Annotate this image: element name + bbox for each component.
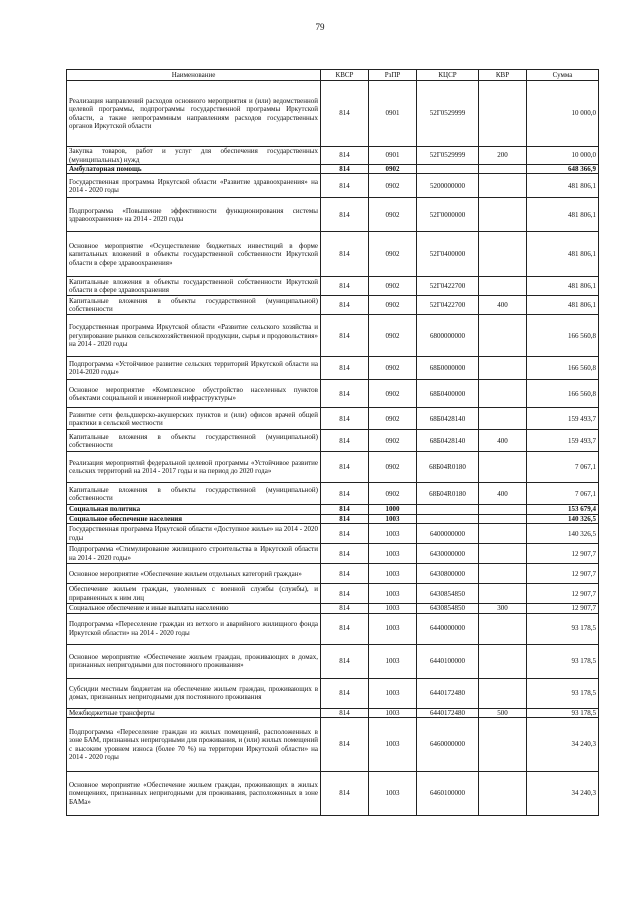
cell-kvr: [479, 408, 527, 430]
cell-rzpr: 0902: [369, 315, 417, 357]
cell-kcsr: 6400000000: [417, 524, 479, 544]
cell-name: Основное мероприятие «Обеспечение жильем граждан, проживающих в жилых помещениях, признанных непригодными для проживания, расположенных в зоне БАМа»: [67, 772, 321, 816]
cell-kvsr: 814: [321, 564, 369, 584]
cell-kvsr: 814: [321, 514, 369, 523]
cell-rzpr: 0902: [369, 165, 417, 174]
cell-kvsr: 814: [321, 544, 369, 564]
cell-kcsr: 6460100000: [417, 772, 479, 816]
cell-kvr: [479, 380, 527, 408]
table-row: [67, 198, 599, 232]
table-row: [67, 644, 599, 678]
cell-name: Государственная программа Иркутской области «Доступное жилье» на 2014 - 2020 годы: [67, 524, 321, 544]
cell-kcsr: 52Г0000000: [417, 198, 479, 232]
cell-kvr: [479, 165, 527, 174]
cell-rzpr: 1003: [369, 564, 417, 584]
cell-kvsr: 814: [321, 198, 369, 232]
cell-kvr: 200: [479, 147, 527, 165]
cell-name: Основное мероприятие «Обеспечение жильем отдельных категорий граждан»: [67, 564, 321, 584]
cell-name: Обеспечение жильем граждан, уволенных с военной службы (службы), и приравненных к ним лиц: [67, 584, 321, 604]
cell-sum: 481 806,1: [527, 296, 599, 315]
cell-kvr: [479, 584, 527, 604]
table-header-row: [67, 70, 599, 81]
cell-rzpr: 1003: [369, 544, 417, 564]
cell-name: Подпрограмма «Переселение граждан из ветхого и аварийного жилищного фонда Иркутской области» на 2014 - 2020 годы: [67, 613, 321, 644]
header-rzpr: РзПР: [369, 70, 417, 81]
cell-kcsr: [417, 165, 479, 174]
cell-kvsr: 814: [321, 380, 369, 408]
cell-rzpr: 1003: [369, 678, 417, 708]
cell-kvsr: 814: [321, 772, 369, 816]
cell-name: Закупка товаров, работ и услуг для обеспечения государственных (муниципальных) нужд: [67, 147, 321, 165]
cell-kcsr: 6440172480: [417, 678, 479, 708]
cell-rzpr: 0902: [369, 380, 417, 408]
cell-kvr: 300: [479, 604, 527, 613]
cell-rzpr: 1003: [369, 514, 417, 523]
cell-kvsr: 814: [321, 452, 369, 483]
cell-kvr: [479, 232, 527, 277]
cell-sum: 34 240,3: [527, 718, 599, 772]
budget-table: [66, 69, 599, 816]
cell-sum: 12 907,7: [527, 564, 599, 584]
table-row: [67, 708, 599, 717]
cell-kvr: [479, 198, 527, 232]
cell-rzpr: 1000: [369, 505, 417, 514]
cell-rzpr: 0902: [369, 430, 417, 452]
table-row: [67, 277, 599, 296]
table-row: [67, 452, 599, 483]
cell-rzpr: 0902: [369, 174, 417, 198]
cell-kvsr: 814: [321, 296, 369, 315]
cell-kvr: [479, 718, 527, 772]
cell-kvsr: 814: [321, 678, 369, 708]
cell-kcsr: 5200000000: [417, 174, 479, 198]
cell-kvsr: 814: [321, 718, 369, 772]
cell-rzpr: 1003: [369, 584, 417, 604]
table-row: [67, 718, 599, 772]
table-row: [67, 678, 599, 708]
cell-kvsr: 814: [321, 483, 369, 505]
cell-sum: 481 806,1: [527, 198, 599, 232]
cell-kvsr: 814: [321, 708, 369, 717]
cell-kcsr: 68Б04R0180: [417, 483, 479, 505]
cell-name: Основное мероприятие «Осуществление бюджетных инвестиций в форме капитальных вложений в объекты государственной собственности Иркутской области в сфере здравоохранения»: [67, 232, 321, 277]
cell-sum: 140 326,5: [527, 524, 599, 544]
cell-kvsr: 814: [321, 165, 369, 174]
cell-sum: 93 178,5: [527, 678, 599, 708]
cell-rzpr: 0902: [369, 277, 417, 296]
cell-sum: 159 493,7: [527, 430, 599, 452]
cell-sum: 93 178,5: [527, 613, 599, 644]
cell-kvsr: 814: [321, 613, 369, 644]
cell-kvr: [479, 564, 527, 584]
cell-kcsr: 6440000000: [417, 613, 479, 644]
table-row: [67, 564, 599, 584]
cell-kvr: 400: [479, 430, 527, 452]
cell-kvr: [479, 505, 527, 514]
cell-rzpr: 1003: [369, 524, 417, 544]
cell-kvr: [479, 772, 527, 816]
cell-name: Подпрограмма «Переселение граждан из жилых помещений, расположенных в зоне БАМ, признанных непригодными для проживания, и (или) жилых помещений с высоким уровнем износа (более 70 %) на территории Иркутской области» на 2014 - 2020 годы: [67, 718, 321, 772]
cell-kcsr: 52Г0400000: [417, 232, 479, 277]
cell-rzpr: 0901: [369, 147, 417, 165]
cell-name: Подпрограмма «Стимулирование жилищного строительства в Иркутской области на 2014 - 2020 годы»: [67, 544, 321, 564]
cell-kvsr: 814: [321, 604, 369, 613]
cell-kcsr: 6430854850: [417, 604, 479, 613]
cell-kcsr: 68Б0000000: [417, 357, 479, 380]
cell-kvsr: 814: [321, 584, 369, 604]
cell-kvsr: 814: [321, 357, 369, 380]
cell-kvsr: 814: [321, 147, 369, 165]
cell-kcsr: 6800000000: [417, 315, 479, 357]
cell-sum: 648 366,9: [527, 165, 599, 174]
header-kcsr: КЦСР: [417, 70, 479, 81]
cell-name: Социальное обеспечение и иные выплаты населению: [67, 604, 321, 613]
cell-sum: 166 560,8: [527, 357, 599, 380]
cell-name: Подпрограмма «Повышение эффективности функционирования системы здравоохранения» на 2014 - 2020 годы: [67, 198, 321, 232]
table-row: [67, 296, 599, 315]
cell-sum: 166 560,8: [527, 380, 599, 408]
cell-rzpr: 0902: [369, 357, 417, 380]
cell-name: Субсидии местным бюджетам на обеспечение жильем граждан, проживающих в домах, признанных непригодными для постоянного проживания: [67, 678, 321, 708]
cell-name: Государственная программа Иркутской области «Развитие сельского хозяйства и регулирование рынков сельскохозяйственной продукции, сырья и продовольствия» на 2014 - 2020 годы: [67, 315, 321, 357]
cell-rzpr: 1003: [369, 613, 417, 644]
cell-sum: 140 326,5: [527, 514, 599, 523]
cell-rzpr: 1003: [369, 718, 417, 772]
cell-kcsr: 68Б0428140: [417, 430, 479, 452]
cell-name: Основное мероприятие «Комплексное обустройство населенных пунктов объектами социальной и инженерной инфраструктуры»: [67, 380, 321, 408]
cell-kvr: [479, 277, 527, 296]
table-row: [67, 604, 599, 613]
table-row: [67, 430, 599, 452]
cell-sum: 93 178,5: [527, 644, 599, 678]
cell-kvr: [479, 452, 527, 483]
table-row: [67, 357, 599, 380]
cell-rzpr: 0902: [369, 452, 417, 483]
cell-rzpr: 0902: [369, 198, 417, 232]
cell-kcsr: 6460000000: [417, 718, 479, 772]
cell-kvsr: 814: [321, 315, 369, 357]
table-row: [67, 315, 599, 357]
cell-rzpr: 0902: [369, 483, 417, 505]
cell-kvsr: 814: [321, 174, 369, 198]
cell-kvr: [479, 678, 527, 708]
page-number: 79: [315, 22, 325, 32]
header-name: Наименование: [67, 70, 321, 81]
table-row: [67, 174, 599, 198]
cell-sum: 12 907,7: [527, 604, 599, 613]
table-row: [67, 584, 599, 604]
cell-sum: 481 806,1: [527, 232, 599, 277]
cell-name: Социальное обеспечение населения: [67, 514, 321, 523]
cell-kcsr: 6440172480: [417, 708, 479, 717]
cell-name: Социальная политика: [67, 505, 321, 514]
cell-kvsr: 814: [321, 277, 369, 296]
header-kvsr: КВСР: [321, 70, 369, 81]
table-row: [67, 232, 599, 277]
cell-kvr: [479, 613, 527, 644]
cell-kvr: [479, 644, 527, 678]
table-row: [67, 772, 599, 816]
cell-name: Подпрограмма «Устойчивое развитие сельских территорий Иркутской области на 2014-2020 годы»: [67, 357, 321, 380]
cell-name: Межбюджетные трансферты: [67, 708, 321, 717]
cell-kvsr: 814: [321, 505, 369, 514]
table-row: [67, 147, 599, 165]
cell-kvr: [479, 81, 527, 147]
cell-sum: 7 067,1: [527, 483, 599, 505]
header-kvr: КВР: [479, 70, 527, 81]
cell-name: Развитие сети фельдшерско-акушерских пунктов и (или) офисов врачей общей практики в сельской местности: [67, 408, 321, 430]
cell-kvr: [479, 174, 527, 198]
cell-kvsr: 814: [321, 408, 369, 430]
cell-kvsr: 814: [321, 644, 369, 678]
cell-kvsr: 814: [321, 430, 369, 452]
cell-kvr: [479, 514, 527, 523]
cell-rzpr: 1003: [369, 604, 417, 613]
cell-name: Государственная программа Иркутской области «Развитие здравоохранения» на 2014 - 2020 годы: [67, 174, 321, 198]
cell-name: Капитальные вложения в объекты государственной (муниципальной) собственности: [67, 430, 321, 452]
cell-kcsr: 6430800000: [417, 564, 479, 584]
table-row: [67, 505, 599, 514]
cell-rzpr: 0902: [369, 232, 417, 277]
cell-sum: 10 000,0: [527, 147, 599, 165]
cell-rzpr: 0902: [369, 408, 417, 430]
cell-kcsr: 52Г0529999: [417, 81, 479, 147]
cell-rzpr: 1003: [369, 772, 417, 816]
cell-rzpr: 1003: [369, 708, 417, 717]
cell-kvr: 400: [479, 483, 527, 505]
cell-kvr: [479, 357, 527, 380]
table-row: [67, 408, 599, 430]
table-row: [67, 544, 599, 564]
cell-sum: 481 806,1: [527, 277, 599, 296]
cell-kvr: 400: [479, 296, 527, 315]
table-row: [67, 380, 599, 408]
table-row: [67, 165, 599, 174]
cell-rzpr: 1003: [369, 644, 417, 678]
cell-name: Капитальные вложения в объекты государственной (муниципальной) собственности: [67, 483, 321, 505]
cell-name: Реализация направлений расходов основного мероприятия и (или) ведомственной целевой программы, подпрограммы государственной программы Иркутской области, а также непрограммным направлениям расходов государственных органов Иркутской области: [67, 81, 321, 147]
cell-kcsr: 68Б0428140: [417, 408, 479, 430]
cell-sum: 12 907,7: [527, 584, 599, 604]
cell-kcsr: 6440100000: [417, 644, 479, 678]
cell-kvr: [479, 544, 527, 564]
cell-kvsr: 814: [321, 81, 369, 147]
table-row: [67, 613, 599, 644]
cell-kvsr: 814: [321, 524, 369, 544]
cell-sum: 12 907,7: [527, 544, 599, 564]
cell-sum: 10 000,0: [527, 81, 599, 147]
cell-kcsr: 6430000000: [417, 544, 479, 564]
cell-name: Капитальные вложения в объекты государственной (муниципальной) собственности: [67, 296, 321, 315]
cell-kvr: [479, 315, 527, 357]
cell-sum: 7 067,1: [527, 452, 599, 483]
header-sum: Сумма: [527, 70, 599, 81]
cell-kcsr: [417, 514, 479, 523]
cell-rzpr: 0901: [369, 81, 417, 147]
cell-name: Амбулаторная помощь: [67, 165, 321, 174]
cell-kvr: 500: [479, 708, 527, 717]
cell-kcsr: 68Б04R0180: [417, 452, 479, 483]
cell-kcsr: [417, 505, 479, 514]
cell-sum: 34 240,3: [527, 772, 599, 816]
cell-sum: 93 178,5: [527, 708, 599, 717]
cell-sum: 481 806,1: [527, 174, 599, 198]
cell-kcsr: 6430854850: [417, 584, 479, 604]
cell-name: Реализация мероприятий федеральной целевой программы «Устойчивое развитие сельских территорий на 2014 - 2017 годы и на период до 2020 года»: [67, 452, 321, 483]
cell-sum: 153 679,4: [527, 505, 599, 514]
cell-kcsr: 68Б0400000: [417, 380, 479, 408]
cell-name: Основное мероприятие «Обеспечение жильем граждан, проживающих в домах, признанных непригодными для постоянного проживания»: [67, 644, 321, 678]
cell-kcsr: 52Г0422700: [417, 296, 479, 315]
cell-name: Капитальные вложения в объекты государственной собственности Иркутской области в сфере здравоохранения: [67, 277, 321, 296]
table-row: [67, 483, 599, 505]
cell-rzpr: 0902: [369, 296, 417, 315]
cell-sum: 159 493,7: [527, 408, 599, 430]
cell-kcsr: 52Г0422700: [417, 277, 479, 296]
cell-kvsr: 814: [321, 232, 369, 277]
cell-kcsr: 52Г0529999: [417, 147, 479, 165]
cell-sum: 166 560,8: [527, 315, 599, 357]
cell-kvr: [479, 524, 527, 544]
table-row: [67, 524, 599, 544]
table-row: [67, 514, 599, 523]
table-row: [67, 81, 599, 147]
